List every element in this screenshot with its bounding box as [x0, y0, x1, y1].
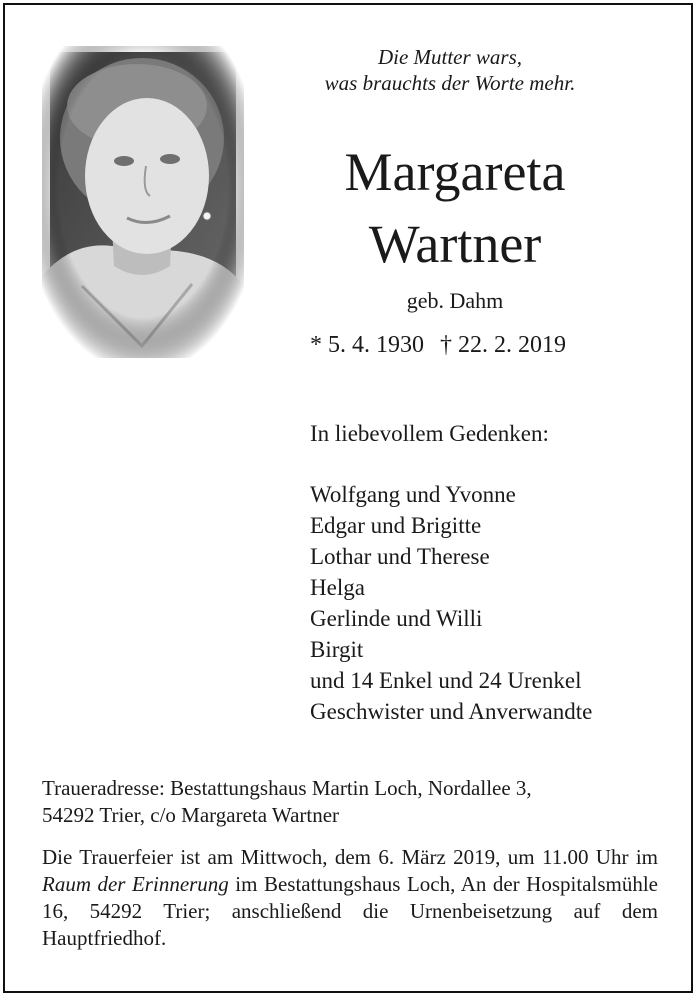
memory-heading: In liebevollem Gedenken: — [310, 421, 549, 446]
mourner-item: Lothar und Therese — [310, 544, 490, 569]
first-name: Margareta — [344, 142, 566, 202]
service-text-start: Die Trauerfeier ist am Mittwoch, dem 6. März 2019, um 11.00 Uhr im — [42, 845, 658, 869]
mourner-item: Helga — [310, 575, 365, 600]
life-dates — [310, 332, 566, 359]
portrait-photo — [42, 46, 244, 358]
service-venue: Raum der Erinnerung — [42, 872, 229, 896]
birth-name: geb. Dahm — [406, 288, 504, 313]
motto-line-2: was brauchts der Worte mehr. — [324, 71, 576, 95]
funeral-address — [42, 775, 658, 829]
mourner-item: Geschwister und Anverwandte — [310, 699, 593, 724]
service-details — [42, 844, 658, 952]
death-date: † 22. 2. 2019 — [440, 332, 566, 358]
mourner-item: Wolfgang und Yvonne — [310, 482, 516, 507]
motto-line-1: Die Mutter wars, — [377, 45, 523, 69]
mourner-item: Birgit — [310, 637, 364, 662]
motto — [290, 44, 610, 96]
service-text-end: im Bestattungshaus Loch, An der Hospitalsmühle 16, 54292 Trier; anschließend die Urnenbeisetzung auf dem Hauptfriedhof. — [42, 872, 658, 950]
last-name: Wartner — [368, 214, 542, 274]
address-line-2: 54292 Trier, c/o Margareta Wartner — [42, 803, 340, 827]
mourner-item: Edgar und Brigitte — [310, 513, 482, 538]
mourner-item: und 14 Enkel und 24 Urenkel — [310, 668, 582, 693]
mourners-list — [310, 479, 592, 727]
address-line-1: Traueradresse: Bestattungshaus Martin Loch, Nordallee 3, — [42, 776, 532, 800]
mourner-item: Gerlinde und Willi — [310, 606, 483, 631]
birth-date: * 5. 4. 1930 — [310, 332, 424, 358]
